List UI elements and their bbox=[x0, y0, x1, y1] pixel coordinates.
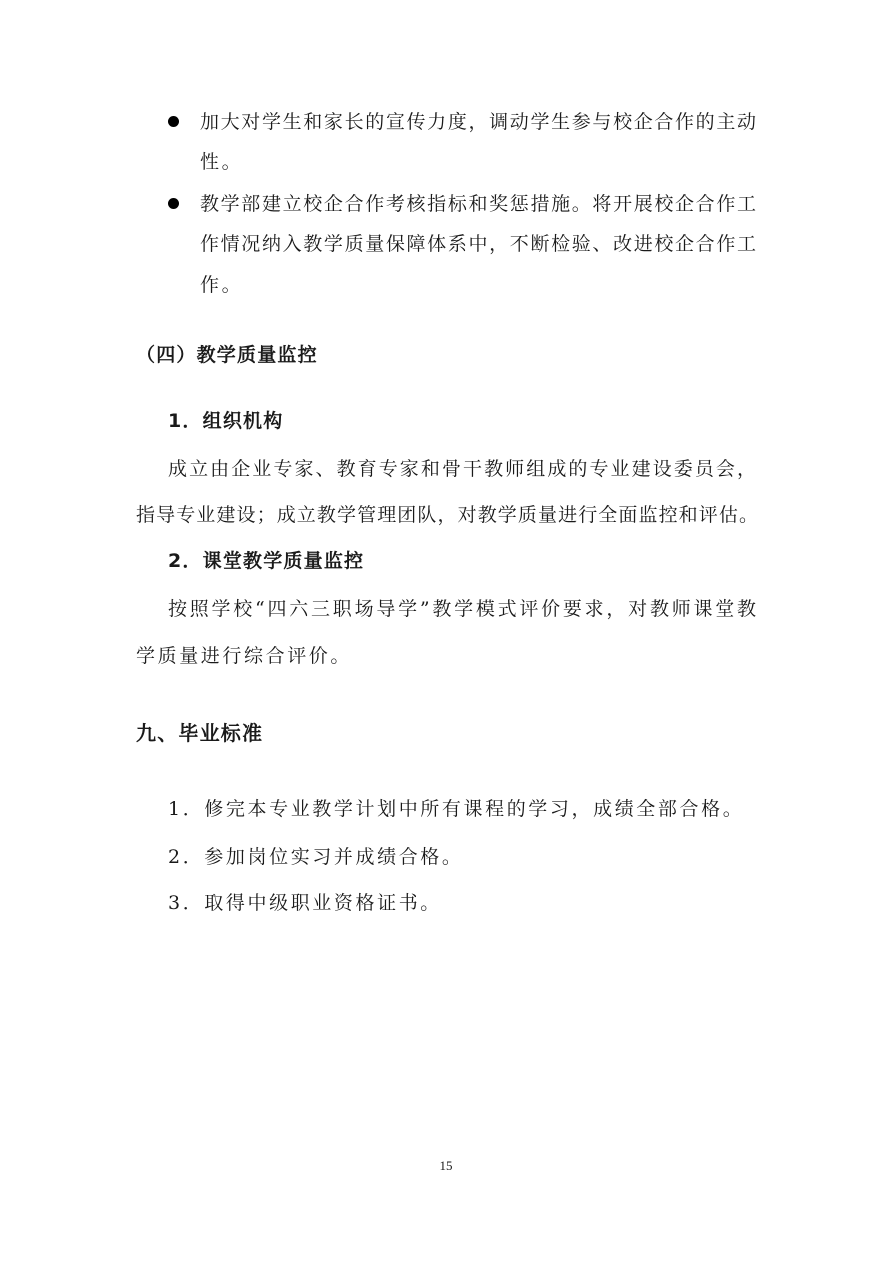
bullet-text-line: 性。 bbox=[200, 151, 244, 173]
list-item: 3．取得中级职业资格证书。 bbox=[168, 892, 442, 914]
bullet-dot bbox=[168, 198, 179, 209]
paragraph-line: 成立由企业专家、教育专家和骨干教师组成的专业建设委员会， bbox=[168, 458, 756, 480]
section-heading: （四）教学质量监控 bbox=[136, 344, 318, 366]
page-number: 15 bbox=[439, 1158, 453, 1173]
paragraph-line: 按照学校“四六三职场导学”教学模式评价要求，对教师课堂教 bbox=[168, 598, 756, 620]
subsection-heading: 1．组织机构 bbox=[168, 410, 284, 432]
chapter-heading: 九、毕业标准 bbox=[136, 721, 264, 745]
paragraph-line: 指导专业建设；成立教学管理团队，对教学质量进行全面监控和评估。 bbox=[136, 504, 758, 526]
bullet-text-line: 作。 bbox=[200, 274, 244, 296]
bullet-text-line: 作情况纳入教学质量保障体系中，不断检验、改进校企合作工 bbox=[200, 233, 756, 255]
paragraph-line: 学质量进行综合评价。 bbox=[136, 645, 353, 667]
bullet-text-line: 教学部建立校企合作考核指标和奖惩措施。将开展校企合作工 bbox=[200, 193, 756, 215]
bullet-dot bbox=[168, 116, 179, 127]
bullet-text-line: 加大对学生和家长的宣传力度，调动学生参与校企合作的主动 bbox=[200, 111, 756, 133]
list-item: 2．参加岗位实习并成绩合格。 bbox=[168, 846, 464, 868]
list-item: 1．修完本专业教学计划中所有课程的学习，成绩全部合格。 bbox=[168, 798, 745, 820]
subsection-heading: 2．课堂教学质量监控 bbox=[168, 550, 365, 572]
